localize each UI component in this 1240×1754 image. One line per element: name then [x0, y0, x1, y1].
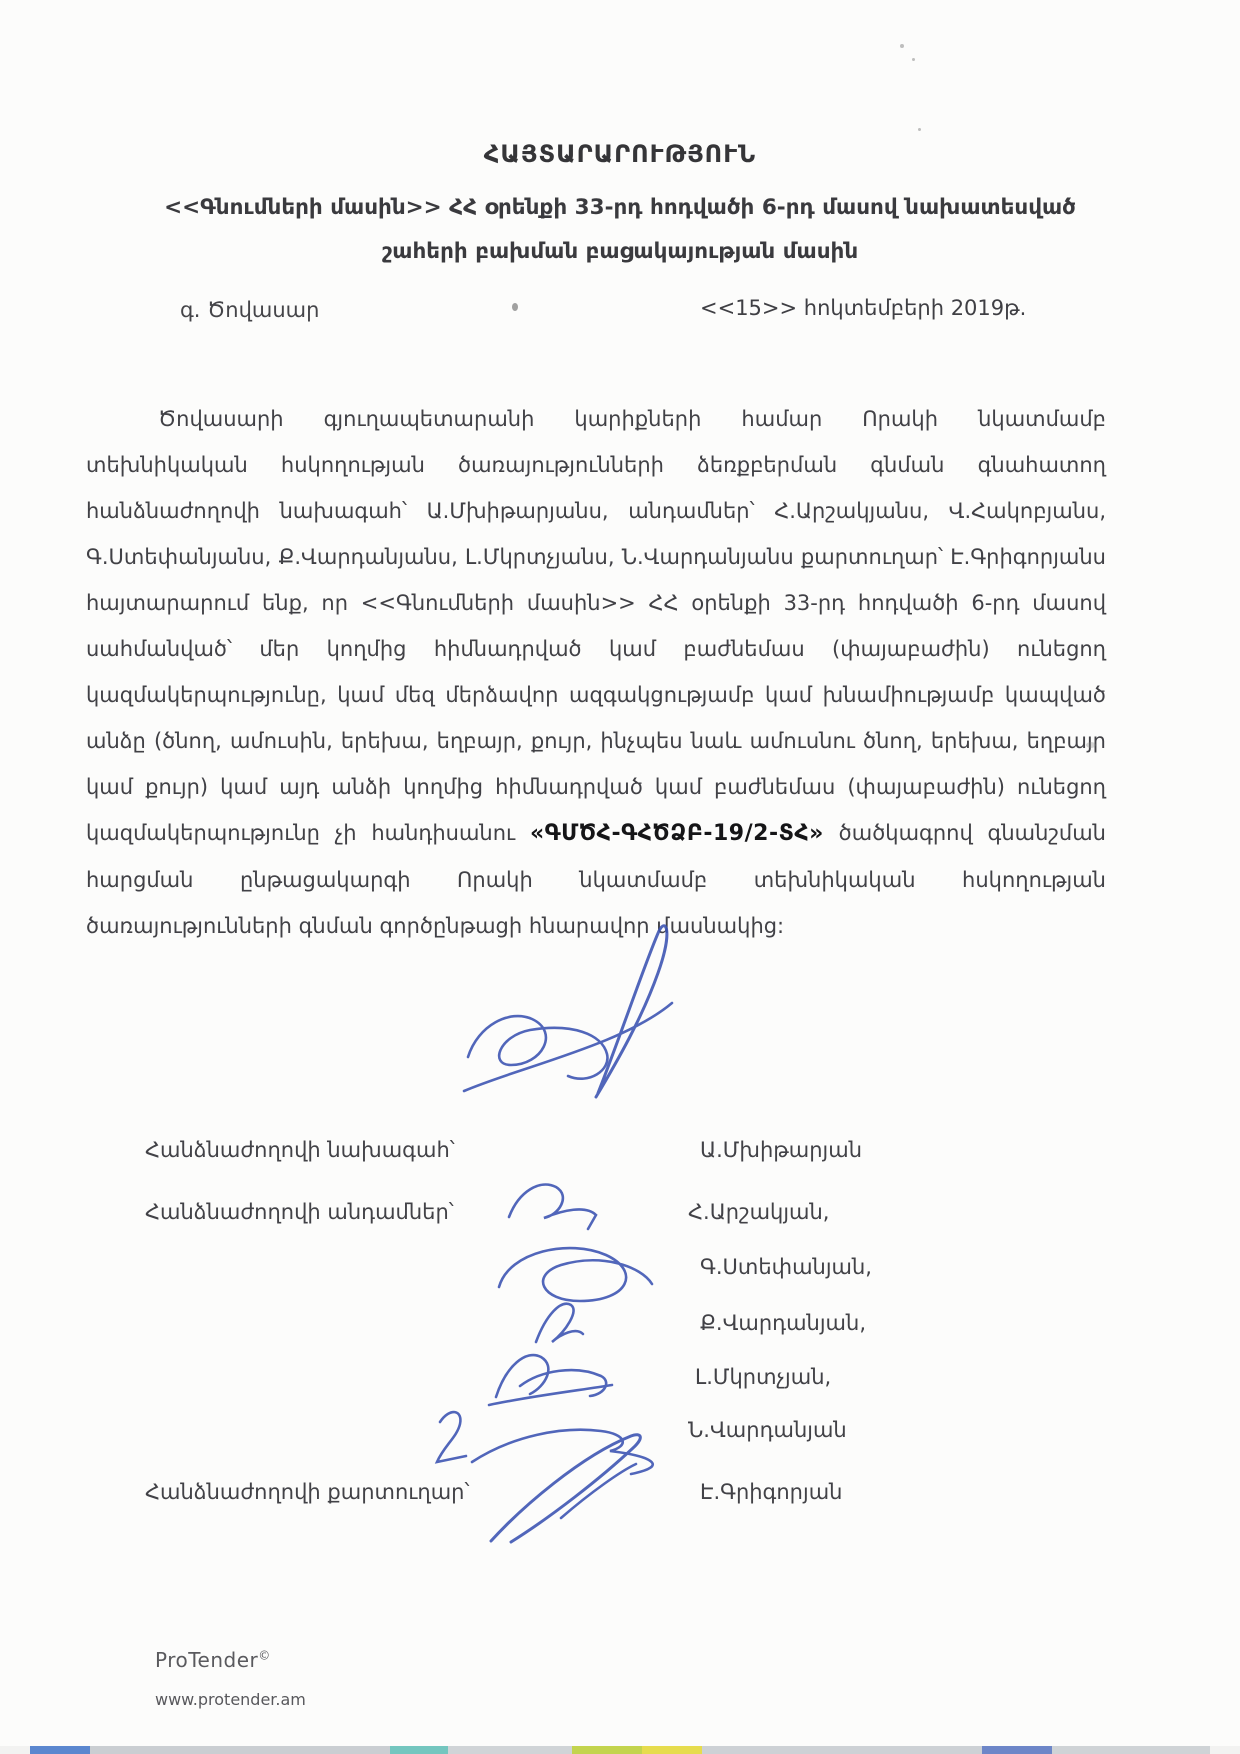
scan-edge-segment: [30, 1746, 90, 1754]
scan-edge-segment: [642, 1746, 702, 1754]
subtitle-line-1: <<Գնումների մասին>> ՀՀ օրենքի 33-րդ հոդվածի 6-րդ մասով նախատեսված: [164, 195, 1076, 220]
signature-name-arshakyan: Հ.Արշակյան,: [688, 1200, 830, 1224]
signature-name-mkhitaryan: Ա.Մխիթարյան: [700, 1138, 863, 1162]
scan-artifact-dot: [918, 128, 921, 131]
protender-brand-text: ProTender: [155, 1648, 259, 1672]
scan-artifact-smudge: [1086, 742, 1096, 748]
declaration-body: [86, 396, 1106, 949]
protender-url: www.protender.am: [155, 1690, 306, 1709]
document-subtitle: [70, 186, 1170, 274]
copyright-symbol: ©: [258, 1648, 271, 1663]
scan-artifact-dot: [512, 303, 518, 311]
signature-label-chairman: Հանձնաժողովի նախագահ՝: [145, 1138, 455, 1162]
procurement-code: «ԳՄԾՀ-ԳՀԾՁԲ-19/2-ՏՀ»: [529, 821, 824, 846]
protender-logo: [155, 1648, 271, 1672]
scan-edge-segment: [982, 1746, 1052, 1754]
place-label: գ. Ծովասար: [180, 298, 320, 322]
signature-name-kvardanyan: Ք.Վարդանյան,: [700, 1311, 866, 1335]
scan-edge-segment: [1052, 1746, 1210, 1754]
scan-artifact-dot: [900, 44, 904, 48]
body-text-part1: Ծովասարի գյուղապետարանի կարիքների համար Որակի նկատմամբ տեխնիկական հսկողության ծառայությունների ձեռքբերման գնման գնահատող հանձնաժողովի նախագահ՝ Ա.Մխիթարյանս, անդամներ՝ Հ.Արշակյանս, Վ.Հակոբյանս, Գ.Ստեփանյանս, Ք.Վարդանյանս, Լ.Մկրտչյանս, Ն.Վարդանյանս քարտուղար՝ Է.Գրիգորյանս հայտարարում ենք, որ <<Գնումների մասին>> ՀՀ օրենքի 33-րդ հոդվածի 6-րդ մասով սահմանված՝ մեր կողմից հիմնադրված կամ բաժնեմաս (փայաբաժին) ունեցող կազմակերպությունը, կամ մեզ մերձավոր ազգակցությամբ կամ խնամիությամբ կապված անձը (ծնող, ամուսին, երեխա, եղբայր, քույր, ինչպես նաև ամուսնու ծնող, երեխա, եղբայր կամ քույր) կամ այդ անձի կողմից հիմնադրված կամ բաժնեմաս (փայաբաժին) ունեցող կազմակերպությունը չի հանդիսանու: [86, 407, 1106, 845]
scan-edge-segment: [702, 1746, 982, 1754]
signature-name-grigoryan: Է.Գրիգորյան: [700, 1480, 843, 1504]
handwritten-signatures-ink: [360, 915, 740, 1555]
scan-edge-segment: [448, 1746, 572, 1754]
body-text-part2: ծածկագրով գնանշման հարցման ընթացակարգի Որակի նկատմամբ տեխնիկական հսկողության ծառայությունների գնման գործընթացի հնարավոր մասնակից:: [86, 821, 1106, 938]
scan-edge-strip: [0, 1746, 1240, 1754]
scan-artifact-dot: [912, 58, 915, 61]
signature-name-stepanyan: Գ.Ստեփանյան,: [700, 1255, 872, 1279]
subtitle-line-2: շահերի բախման բացակայության մասին: [381, 239, 859, 264]
signature-name-mkrtchyan: Լ.Մկրտչյան,: [695, 1365, 832, 1389]
document-title: ՀԱՅՏԱՐԱՐՈՒԹՅՈՒՆ: [483, 140, 757, 168]
scan-edge-segment: [390, 1746, 448, 1754]
signature-name-nvardanyan: Ն.Վարդանյան: [688, 1418, 847, 1442]
date-label: <<15>> հոկտեմբերի 2019թ.: [700, 296, 1027, 320]
signature-label-secretary: Հանձնաժողովի քարտուղար՝: [145, 1480, 470, 1504]
signature-label-members: Հանձնաժողովի անդամներ՝: [145, 1200, 454, 1224]
scan-edge-segment: [572, 1746, 642, 1754]
scan-edge-segment: [90, 1746, 390, 1754]
